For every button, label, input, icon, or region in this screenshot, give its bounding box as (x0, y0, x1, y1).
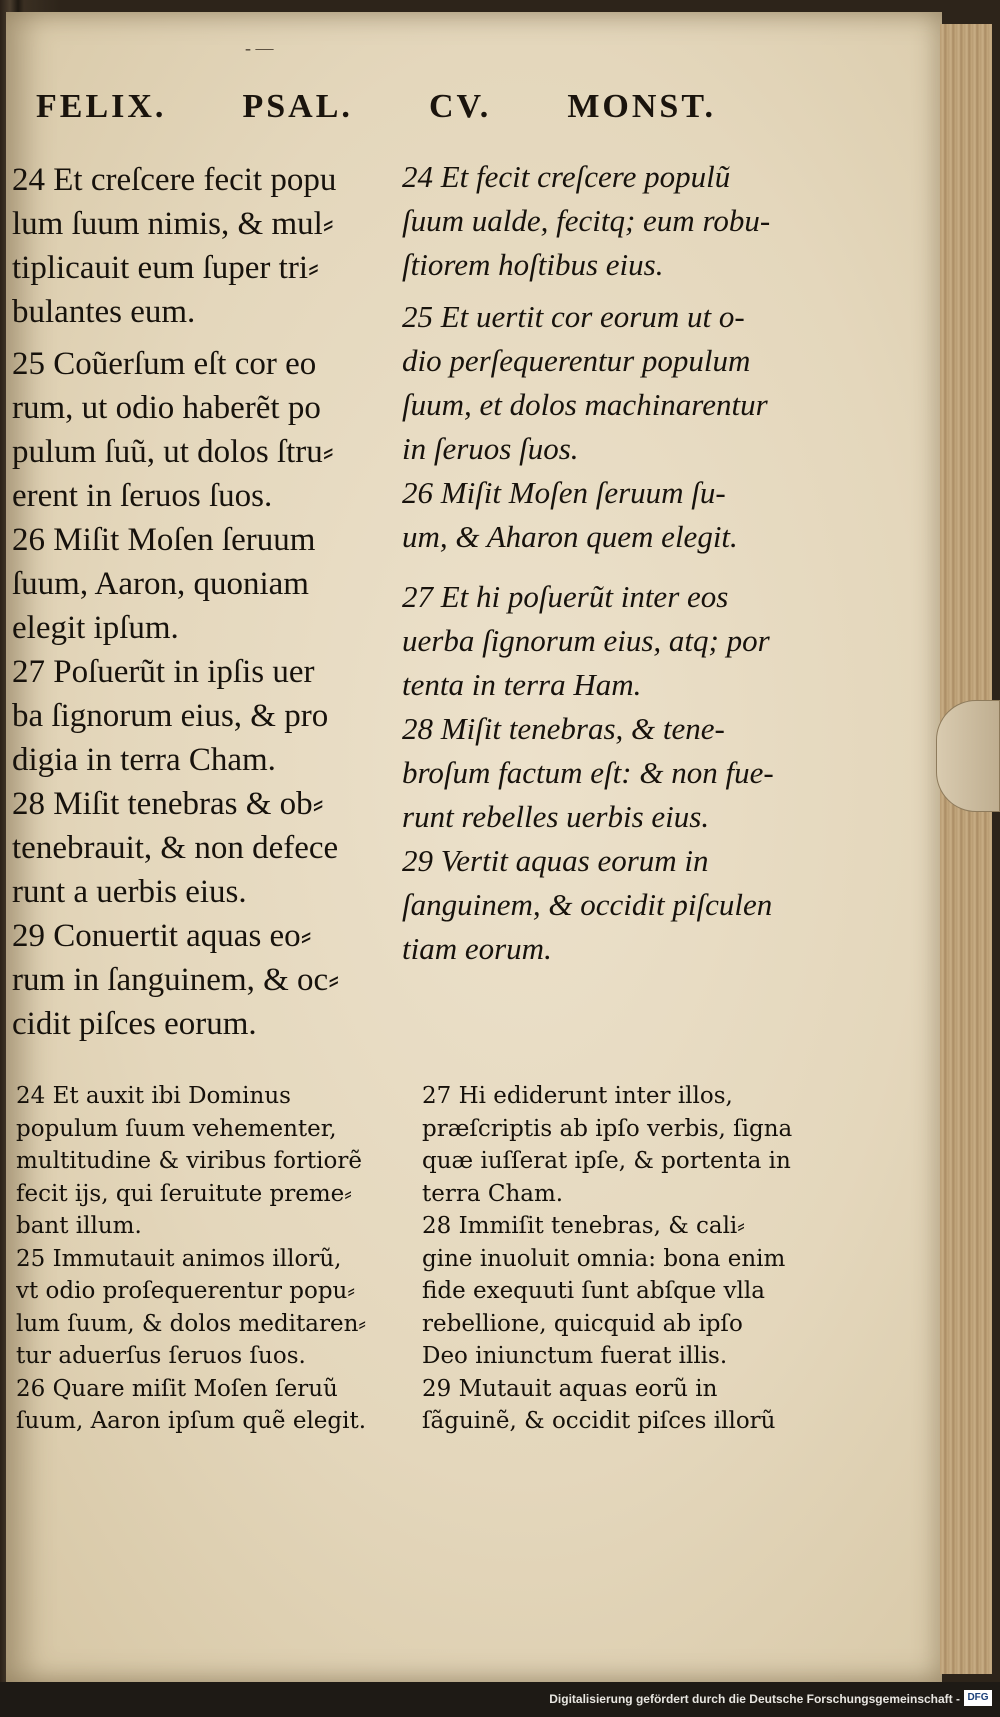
gloss-line: gine inuoluit omnia: bona enim (422, 1245, 786, 1272)
running-head-word: MONST. (567, 88, 716, 125)
section-divider (12, 1053, 932, 1054)
running-head-word: FELIX. (36, 88, 167, 125)
text-line: runt rebelles uerbis eius. (402, 799, 710, 834)
page-edges (940, 24, 992, 1674)
left-column-text (12, 158, 402, 1046)
text-line: pulum ſuũ, ut dolos ſtru⸗ (12, 434, 334, 470)
dfg-logo: DFG (964, 1690, 992, 1706)
gloss-line: ſãguinẽ, & occidit piſces illorũ (422, 1408, 776, 1434)
gloss-line: 25 Immutauit animos illorũ, (16, 1245, 342, 1272)
text-line: 27 Et hi poſuerũt inter eos (402, 579, 729, 614)
text-line: 25 Coũerſum eſt cor eo (12, 346, 317, 382)
gloss-line: populum ſuum vehementer, (16, 1115, 337, 1142)
text-line: 26 Miſit Moſen ſeruum ſu- (402, 475, 726, 510)
text-line: digia in terra Cham. (12, 742, 276, 778)
text-line: ſuum, et dolos machinarentur (402, 387, 768, 422)
text-line: 25 Et uertit cor eorum ut o- (402, 299, 745, 334)
text-line: tenebrauit, & non defece (12, 830, 339, 866)
gloss-line: 26 Quare miſit Moſen ſeruũ (16, 1375, 338, 1402)
text-line: lum ſuum nimis, & mul⸗ (12, 206, 334, 242)
gloss-line: quæ iuſſerat ipſe, & portenta in (422, 1148, 791, 1174)
running-head-word: PSAL. (242, 88, 353, 125)
text-line: rum, ut odio haberẽt po (12, 390, 321, 426)
gloss-line: ſuum, Aaron ipſum quẽ elegit. (16, 1408, 367, 1434)
text-line: elegit ipſum. (12, 610, 179, 646)
text-line: erent in ſeruos ſuos. (12, 478, 273, 514)
text-line: ſuum, Aaron, quoniam (12, 566, 309, 602)
text-line: ba ſignorum eius, & pro (12, 698, 329, 734)
text-line: 29 Vertit aquas eorum in (402, 843, 709, 878)
gloss-line: 29 Mutauit aquas eorũ in (422, 1375, 718, 1402)
gloss-line: terra Cham. (422, 1180, 564, 1207)
gloss-line: 28 Immiſit tenebras, & cali⸗ (422, 1213, 745, 1239)
text-line: tiam eorum. (402, 931, 552, 966)
text-line: runt a uerbis eius. (12, 874, 247, 910)
digitization-credit: Digitalisierung gefördert durch die Deutsche Forschungsgemeinschaft - (549, 1692, 960, 1706)
gloss-line: bant illum. (16, 1213, 142, 1239)
text-line: 29 Conuertit aquas eo⸗ (12, 918, 312, 954)
text-line: tenta in terra Ham. (402, 667, 642, 702)
text-line: broſum factum eſt: & non fue- (402, 755, 774, 790)
gloss-line: fecit ijs, qui ſeruitute preme⸗ (16, 1180, 352, 1207)
text-line: 27 Poſuerũt in ipſis uer (12, 654, 315, 690)
gloss-line: 27 Hi ediderunt inter illos, (422, 1083, 733, 1109)
text-line: in ſeruos ſuos. (402, 431, 579, 466)
running-head-word: CV. (429, 88, 492, 125)
text-line: ſtiorem hoſtibus eius. (402, 247, 664, 282)
gloss-line: fide exequuti ſunt abſque vlla (422, 1278, 765, 1304)
right-column-text (402, 155, 832, 971)
gloss-line: Deo iniunctum fuerat illis. (422, 1343, 728, 1369)
gloss-line: rebellione, quicquid ab ipſo (422, 1310, 743, 1337)
text-line: 24 Et fecit creſcere populũ (402, 159, 731, 194)
page-clip (936, 700, 1000, 812)
text-line: dio perſequerentur populum (402, 343, 751, 378)
text-line: bulantes eum. (12, 294, 196, 330)
text-line: 26 Miſit Moſen ſeruum (12, 522, 316, 558)
gloss-right-column (422, 1080, 822, 1438)
gloss-line: lum ſuum, & dolos meditaren⸗ (16, 1310, 367, 1337)
gloss-line: tur aduerſus ſeruos ſuos. (16, 1343, 306, 1369)
gloss-line: 24 Et auxit ibi Dominus (16, 1083, 291, 1109)
gloss-line: vt odio proſequerentur popu⸗ (16, 1278, 356, 1304)
text-line: um, & Aharon quem elegit. (402, 519, 738, 554)
text-line: rum in ſanguinem, & oc⸗ (12, 962, 340, 998)
gloss-left-column (16, 1080, 416, 1438)
gloss-line: præſcriptis ab ipſo verbis, ſigna (422, 1115, 793, 1142)
gloss-line: multitudine & viribus fortiorẽ (16, 1148, 362, 1174)
text-line: ſuum ualde, fecitq; eum robu- (402, 203, 771, 238)
text-line: cidit piſces eorum. (12, 1006, 257, 1042)
text-line: ſanguinem, & occidit piſculen (402, 887, 773, 922)
text-line: 28 Miſit tenebras & ob⸗ (12, 786, 324, 822)
text-line: 24 Et creſcere fecit popu (12, 162, 337, 198)
text-line: tiplicauit eum ſuper tri⸗ (12, 250, 319, 286)
text-line: uerba ſignorum eius, atq; por (402, 623, 770, 658)
text-line: 28 Miſit tenebras, & tene- (402, 711, 725, 746)
running-head (36, 88, 716, 138)
signature-mark: - — (245, 38, 274, 58)
